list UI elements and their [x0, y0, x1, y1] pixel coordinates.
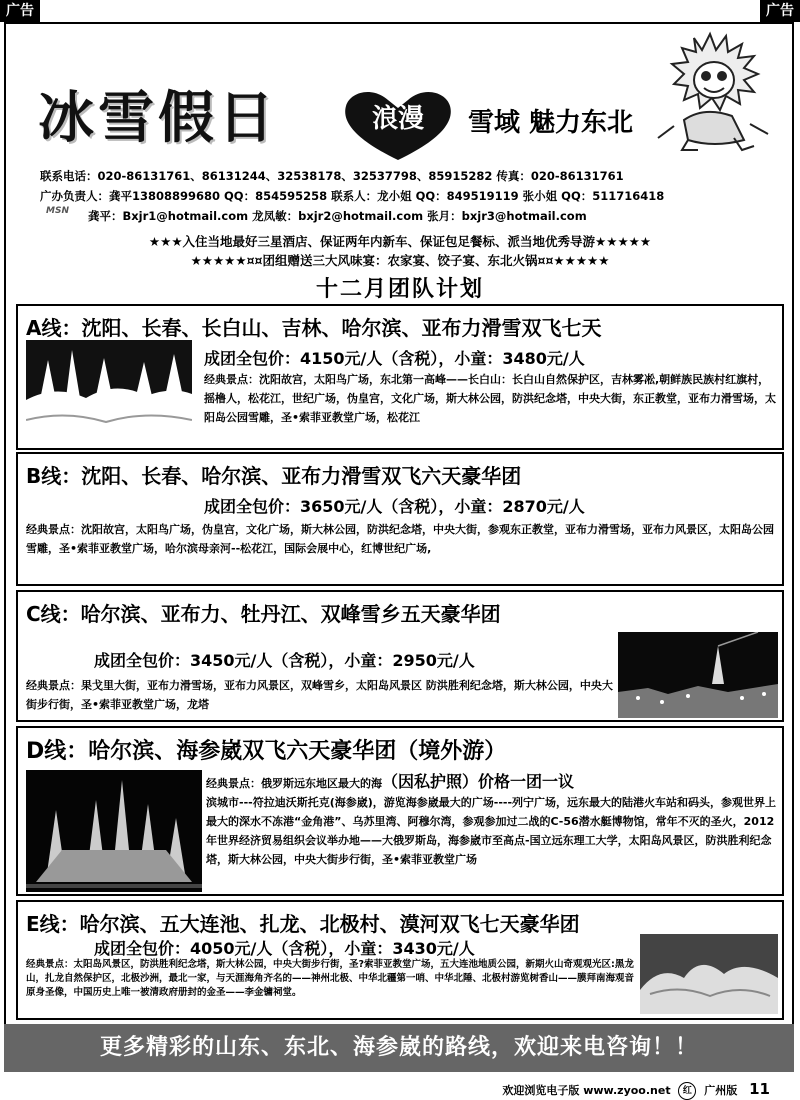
route-b-title: B线：沈阳、长春、哈尔滨、亚布力滑雪双飞六天豪华团 — [26, 464, 522, 488]
ad-tag-right: 广告 — [760, 0, 800, 22]
route-d-price-note: （因私护照）价格一团一议 — [382, 772, 575, 791]
route-c — [16, 590, 784, 722]
route-a-price: 成团全包价：4150元/人（含税），小童：3480元/人 — [204, 349, 585, 368]
promo-line-2: ★★★★★¤¤团组赠送三大风味宴：农家宴、饺子宴、东北火锅¤¤★★★★★ — [190, 253, 610, 268]
plan-title: 十二月团队计划 — [315, 277, 484, 302]
msn-logo: MSN — [46, 206, 69, 216]
route-a — [16, 304, 784, 450]
contact-phones: 联系电话：020-86131761、86131244、32538178、32537798、85915282 传真：020-86131761 — [40, 169, 624, 183]
ice-castle-photo — [26, 770, 202, 892]
mascot-icon — [654, 30, 772, 152]
route-d-title: D线：哈尔滨、海参崴双飞六天豪华团（境外游） — [26, 739, 507, 764]
route-b-spots-label: 经典景点： — [26, 523, 81, 536]
contact-persons: 广办负责人：龚平13808899680 QQ：854595258 联系人：龙小姐 QQ：849519119 张小姐 QQ：511716418 — [40, 189, 665, 203]
route-c-price: 成团全包价：3450元/人（含税），小童：2950元/人 — [94, 651, 475, 670]
route-d-spots-text: 滨城市---符拉迪沃斯托克(海参崴)，游览海参崴最大的广场----列宁广场，远东最大的陆港火车站和码头，参观世界上最大的深水不冻港“金角港”、乌苏里湾、阿穆尔湾，参观参加过二战的C-56潜水艇博物馆，常年不灭的圣火，2012年世界经济贸易组织会议举办地——大俄罗斯岛，海参崴市至高点-国立远东理工大学，太阳岛风景区，防洪胜利纪念塔，斯大林公园，中央大街步行街，圣•索菲亚教堂广场 — [206, 796, 777, 866]
route-e — [16, 900, 784, 1020]
route-e-title: E线：哈尔滨、五大连池、扎龙、北极村、漠河双飞七天豪华团 — [26, 912, 580, 936]
brand-header — [30, 60, 650, 170]
page-footer — [502, 1080, 770, 1100]
route-b — [16, 452, 784, 586]
brand-title: 冰雪假日 — [38, 85, 278, 151]
route-a-spots-text: 沈阳故宫，太阳鸟广场，东北第一高峰——长白山：长白山自然保护区，吉林雾凇,朝鲜族民族村红旗村，摇橹人，松花江，世纪广场，伪皇宫，文化广场，斯大林公园，防洪纪念塔，中央大街，东正教堂，亚布力滑雪场，太阳岛公园雪雕，圣•索菲亚教堂广场，松花江 — [204, 373, 776, 424]
footer-site: 欢迎浏览电子版 www.zyoo.net — [502, 1084, 671, 1097]
footer-logo-icon: 红 — [678, 1082, 696, 1100]
route-e-spots — [26, 958, 638, 1000]
route-d-spots — [206, 772, 778, 869]
footer-edition: 广州版 — [704, 1084, 738, 1097]
route-b-spots-text: 沈阳故宫，太阳鸟广场，伪皇宫，文化广场，斯大林公园，防洪纪念塔，中央大街，参观东正教堂，亚布力滑雪场，亚布力风景区，太阳岛公园雪雕，圣•索菲亚教堂广场，哈尔滨母亲河--松花江，国际会展中心，红博世纪广场, — [26, 523, 774, 555]
route-a-spots-label: 经典景点： — [204, 373, 259, 386]
snow-forest-photo — [26, 340, 192, 444]
ice-city-night-photo — [618, 632, 778, 718]
route-d — [16, 726, 784, 896]
page-number: 11 — [749, 1080, 770, 1098]
snow-sculpture-photo — [640, 934, 778, 1014]
ad-tag-left: 广告 — [0, 0, 40, 22]
route-e-spots-label: 经典景点： — [26, 959, 74, 970]
route-e-price: 成团全包价：4050元/人（含税），小童：3430元/人 — [94, 939, 475, 958]
route-e-spots-text: 太阳岛风景区，防洪胜利纪念塔，斯大林公园，中央大街步行街，圣?索菲亚教堂广场，五大连池地质公园，新期火山奇观观光区:黑龙山，扎龙自然保护区，北极沙洲，最北一家，与天涯海角齐名的——神州北极、中华北疆第一哨、中华北陲、北极村游览树香山——膜拜南海观音原身圣像，中国历史上唯一被清政府册封的金圣——李金镛祠堂。 — [26, 959, 635, 998]
promo-line-1: ★★★入住当地最好三星酒店、保证两年内新车、保证包足餐标、派当地优秀导游★★★★★ — [148, 234, 652, 249]
route-c-title: C线：哈尔滨、亚布力、牡丹江、双峰雪乡五天豪华团 — [26, 602, 501, 626]
route-d-intro: 俄罗斯远东地区最大的海 — [261, 777, 382, 790]
route-a-spots — [204, 370, 778, 427]
route-c-spots-label: 经典景点： — [26, 679, 81, 692]
bottom-banner: 更多精彩的山东、东北、海参崴的路线，欢迎来电咨询！！ — [4, 1024, 794, 1072]
route-c-spots-text: 果戈里大街，亚布力滑雪场，亚布力风景区，双峰雪乡，太阳岛风景区 防洪胜利纪念塔，斯大林公园，中央大街步行街，圣•索菲亚教堂广场，龙塔 — [26, 679, 613, 711]
route-b-spots — [26, 520, 776, 558]
contact-emails: 龚平：Bxjr1@hotmail.com 龙凤敏：bxjr2@hotmail.com 张月：bxjr3@hotmail.com — [88, 209, 587, 223]
route-a-title: A线：沈阳、长春、长白山、吉林、哈尔滨、亚布力滑雪双飞七天 — [26, 316, 602, 340]
contact-info — [40, 166, 780, 226]
slogan: 雪域 魅力东北 — [468, 108, 634, 138]
route-c-spots — [26, 676, 614, 714]
route-d-spots-label: 经典景点： — [206, 777, 261, 790]
promo-banner — [0, 232, 800, 270]
heart-text: 浪漫 — [371, 104, 424, 134]
route-b-price: 成团全包价：3650元/人（含税），小童：2870元/人 — [204, 497, 585, 516]
